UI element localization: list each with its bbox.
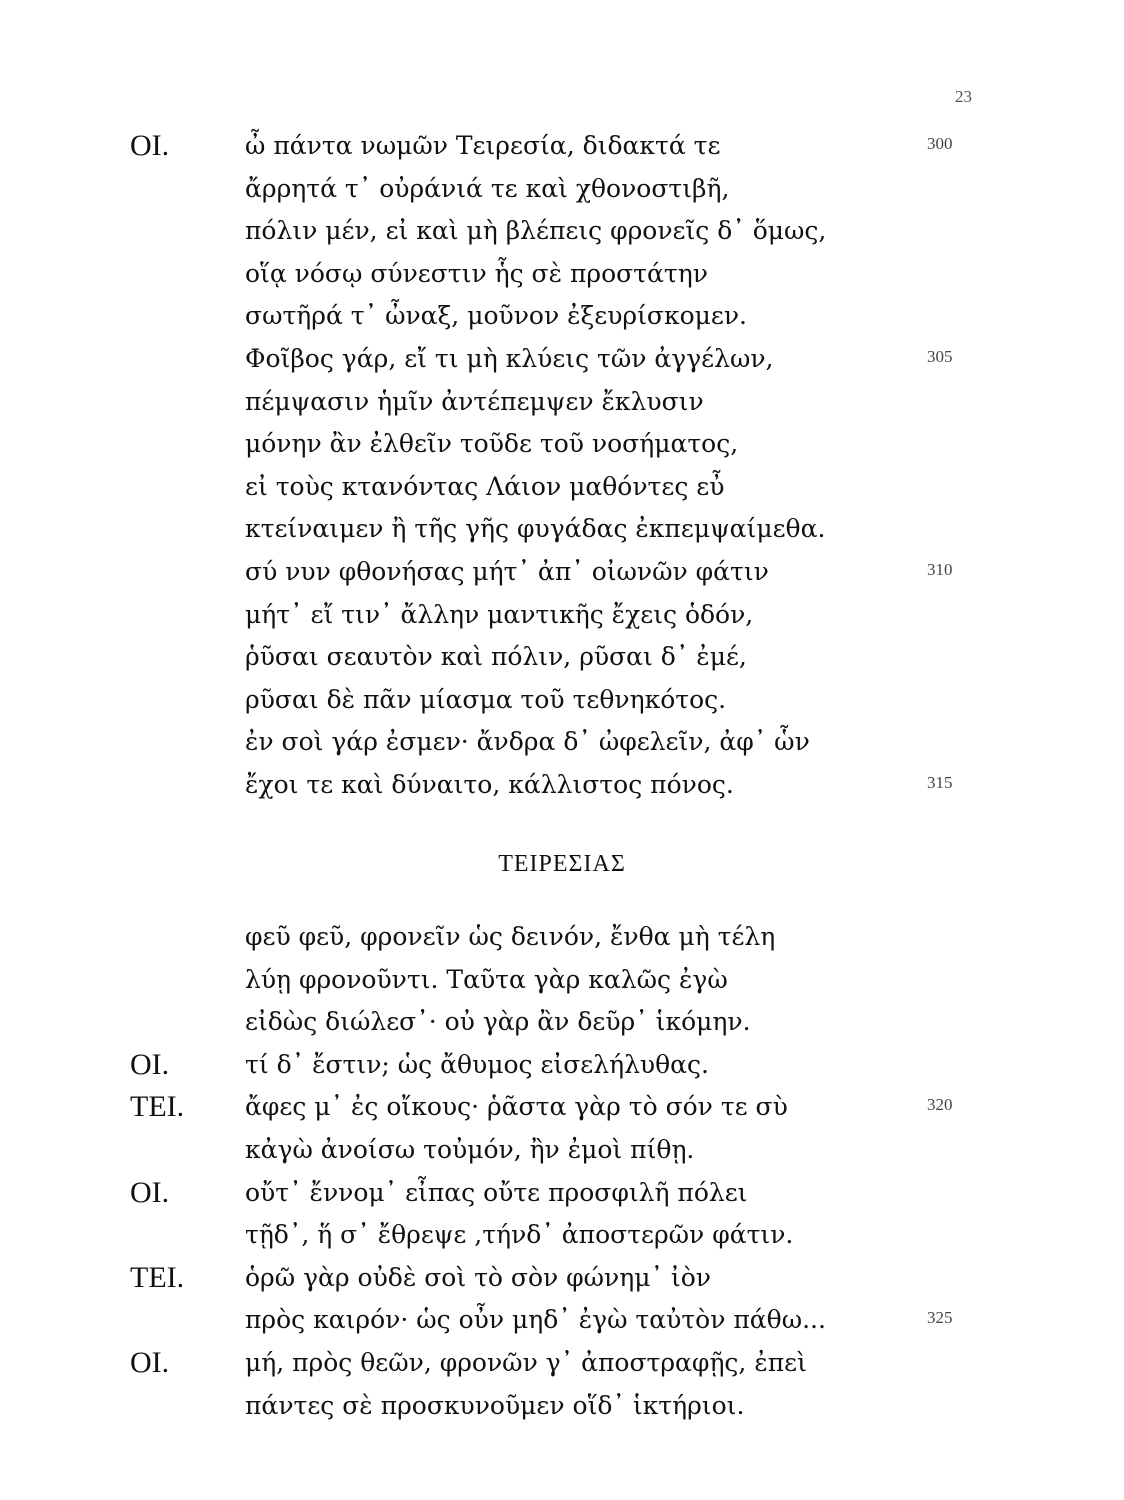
verse-line <box>0 509 1124 549</box>
verse-line <box>0 1002 1124 1042</box>
speaker-heading: ΤΕΙΡΕΣΙΑΣ <box>498 851 626 877</box>
verse-text: ὁρῶ γὰρ οὐδὲ σοὶ τὸ σὸν φώνημ᾽ ἰὸν <box>245 1262 711 1292</box>
verse-text: τῇδ᾽, ἥ σ᾽ ἔθρεψε ,τήνδ᾽ ἀποστερῶν φάτιν. <box>245 1220 794 1250</box>
speaker-label: ΤΕΙ. <box>130 1090 185 1124</box>
speaker-label: ΟΙ. <box>130 1047 170 1081</box>
verse-text: ῥῦσαι σεαυτὸν καὶ πόλιν, ρῦσαι δ᾽ ἐμέ, <box>245 642 747 672</box>
speaker-label: ΤΕΙ. <box>130 1260 185 1294</box>
verse-line <box>0 1300 1124 1340</box>
verse-text: μόνην ἂν ἐλθεῖν τοῦδε τοῦ νοσήματος, <box>245 429 739 459</box>
verse-line <box>0 680 1124 720</box>
verse-line <box>0 169 1124 209</box>
verse-line <box>0 254 1124 294</box>
verse-line <box>0 595 1124 635</box>
verse-text: οἵᾳ νόσῳ σύνεστιν ἧς σὲ προστάτην <box>245 258 708 288</box>
verse-text: λύῃ φρονοῦντι. Ταῦτα γὰρ καλῶς ἐγὼ <box>245 964 728 994</box>
verse-line <box>0 765 1124 805</box>
verse-text: πρὸς καιρόν· ὡς οὖν μηδ᾽ ἐγὼ ταὐτὸν πάθω... <box>245 1305 826 1335</box>
verse-line <box>0 1386 1124 1426</box>
verse-line <box>0 1045 1124 1085</box>
verse-text: ρῦσαι δὲ πᾶν μίασμα τοῦ τεθνηκότος. <box>245 684 727 714</box>
verse-text: Φοῖβος γάρ, εἴ τι μὴ κλύεις τῶν ἀγγέλων, <box>245 344 774 373</box>
verse-text: ἄφες μ᾽ ἐς οἴκους· ῥᾶστα γὰρ τὸ σόν τε σὺ <box>245 1092 788 1122</box>
verse-text: οὔτ᾽ ἔννομ᾽ εἶπας οὔτε προσφιλῆ πόλει <box>245 1177 748 1207</box>
verse-line <box>0 1173 1124 1213</box>
speaker-label: ΟΙ. <box>130 129 170 162</box>
verse-text: ἄρρητά τ᾽ οὐράνιά τε καὶ χθονοστιβῆ, <box>245 173 730 203</box>
verse-line <box>0 126 1124 166</box>
line-number: 320 <box>927 1095 953 1115</box>
verse-line <box>0 382 1124 422</box>
verse-text: εἰδὼς διώλεσ᾽· οὐ γὰρ ἂν δεῦρ᾽ ἱκόμην. <box>245 1007 751 1037</box>
verse-line <box>0 211 1124 251</box>
page-number: 23 <box>955 87 972 106</box>
verse-text: ὦ πάντα νωμῶν Τειρεσία, διδακτά τε <box>245 131 721 160</box>
verse-line <box>0 1343 1124 1383</box>
line-number: 300 <box>927 134 953 153</box>
verse-text: φεῦ φεῦ, φρονεῖν ὡς δεινόν, ἔνθα μὴ τέλη <box>245 922 776 951</box>
verse-line <box>0 552 1124 592</box>
speaker-label: ΟΙ. <box>130 1346 170 1379</box>
verse-text: σωτῆρά τ᾽ ὦναξ, μοῦνον ἐξευρίσκομεν. <box>245 301 748 331</box>
verse-text: μή, πρὸς θεῶν, φρονῶν γ᾽ ἀποστραφῇς, ἐπεὶ <box>245 1348 807 1377</box>
line-number: 305 <box>927 347 953 366</box>
verse-text: μήτ᾽ εἴ τιν᾽ ἄλλην μαντικῆς ἔχεις ὁδόν, <box>245 599 754 629</box>
verse-line <box>0 1215 1124 1255</box>
verse-line <box>0 917 1124 957</box>
verse-line <box>0 296 1124 336</box>
verse-text: ἔχοι τε καὶ δύναιτο, κάλλιστος πόνος. <box>245 770 734 799</box>
verse-line <box>0 1130 1124 1170</box>
verse-line <box>0 960 1124 1000</box>
verse-text: εἰ τοὺς κτανόντας Λάιον μαθόντες εὖ <box>245 471 725 501</box>
verse-line <box>0 722 1124 762</box>
speaker-label: ΟΙ. <box>130 1175 170 1209</box>
verse-text: σύ νυν φθονήσας μήτ᾽ ἀπ᾽ οἰωνῶν φάτιν <box>245 557 769 586</box>
verse-text: πέμψασιν ἡμῖν ἀντέπεμψεν ἔκλυσιν <box>245 386 704 416</box>
verse-text: κτείναιμεν ἢ τῆς γῆς φυγάδας ἐκπεμψαίμεθα. <box>245 514 826 544</box>
verse-line <box>0 467 1124 507</box>
verse-line <box>0 1087 1124 1127</box>
verse-text: κἀγὼ ἀνοίσω τοὐμόν, ἢν ἐμοὶ πίθῃ. <box>245 1135 695 1164</box>
verse-text: τί δ᾽ ἔστιν; ὡς ἄθυμος εἰσελήλυθας. <box>245 1049 709 1079</box>
verse-line <box>0 1258 1124 1298</box>
verse-line <box>0 637 1124 677</box>
line-number: 315 <box>927 773 953 792</box>
verse-line <box>0 339 1124 379</box>
line-number: 310 <box>927 560 953 579</box>
verse-text: πάντες σὲ προσκυνοῦμεν οἵδ᾽ ἱκτήριοι. <box>245 1390 745 1420</box>
verse-text: πόλιν μέν, εἰ καὶ μὴ βλέπεις φρονεῖς δ᾽ ὅμως, <box>245 216 827 246</box>
line-number: 325 <box>927 1308 953 1328</box>
verse-line <box>0 424 1124 464</box>
verse-text: ἐν σοὶ γάρ ἐσμεν· ἄνδρα δ᾽ ὠφελεῖν, ἀφ᾽ ὧν <box>245 727 810 757</box>
